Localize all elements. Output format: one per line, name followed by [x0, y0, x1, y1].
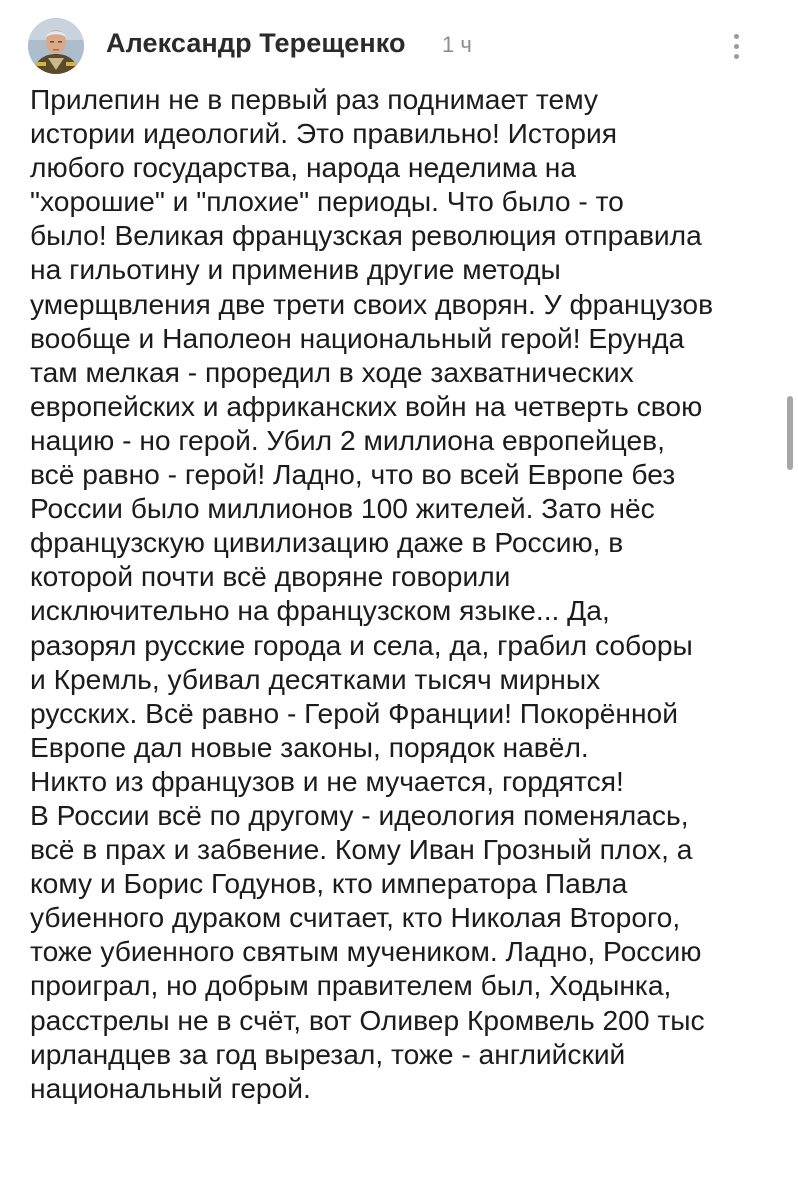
comment-text-line: которой почти всё дворяне говорили — [30, 560, 511, 593]
comment-text-line: исключительно на французском языке... Да, — [30, 594, 610, 627]
comment-text-line: Прилепин не в первый раз поднимает тему — [30, 83, 598, 115]
comment-timestamp: 1 ч — [442, 32, 472, 57]
vertical-ellipsis-icon — [734, 54, 739, 59]
comment-header — [24, 14, 784, 78]
comment-text-line: вообще и Наполеон национальный герой! Ерунда — [30, 321, 685, 354]
comment-text-line: национальный герой. — [30, 1071, 311, 1104]
comment-text-line: тоже убиенного святым мучеником. Ладно, Россию — [30, 935, 702, 968]
comment-text-line: истории идеологий. Это правильно! История — [30, 117, 617, 150]
comment-text-line: расстрелы не в счёт, вот Оливер Кромвель 200 тыс — [30, 1003, 705, 1036]
comment-text-line: ирландцев за год вырезал, тоже - английский — [30, 1037, 626, 1070]
comment-text-line: России было миллионов 100 жителей. Зато нёс — [30, 492, 655, 525]
comment-body — [30, 82, 770, 1105]
comment-text-line: всё в прах и забвение. Кому Иван Грозный плох, а — [30, 833, 693, 866]
comment-text-line: на гильотину и применив другие методы — [30, 253, 561, 286]
avatar[interactable] — [28, 18, 84, 74]
comment-text-line: французскую цивилизацию даже в Россию, в — [30, 526, 624, 559]
more-options-button[interactable] — [720, 24, 754, 68]
comment-text-line: нацию - но герой. Убил 2 миллиона европейцев, — [30, 423, 665, 456]
comment-text-line: любого государства, народа неделима на — [30, 151, 577, 184]
comment-text-line: убиенного дураком считает, кто Николая Второго, — [30, 901, 681, 934]
comment-text-line: и Кремль, убивал десятками тысяч мирных — [30, 662, 601, 695]
comment-text-line: там мелкая - проредил в ходе захватнических — [30, 355, 634, 388]
comment-text-line: В России всё по другому - идеология поменялась, — [30, 798, 689, 831]
author-name[interactable]: Александр Терещенко — [106, 28, 406, 58]
comment-text-line: русских. Всё равно - Герой Франции! Покорённой — [30, 696, 678, 729]
comment-text-line: всё равно - герой! Ладно, что во всей Европе без — [30, 458, 676, 491]
comment-text-line: кому и Борис Годунов, кто императора Павла — [30, 867, 628, 900]
avatar-image — [28, 18, 84, 74]
comment-text-line: разорял русские города и села, да, грабил соборы — [30, 628, 693, 661]
comment-text-line: европейских и африканских войн на четверть свою — [30, 389, 703, 422]
comment-text-line: "хорошие" и "плохие" периоды. Что было - то — [30, 185, 624, 218]
vertical-ellipsis-icon — [734, 44, 739, 49]
comment-text-line: Никто из французов и не мучается, гордятся! — [30, 764, 624, 797]
comment-text-line: было! Великая французская революция отправила — [30, 219, 702, 252]
comment-text-line: Европе дал новые законы, порядок навёл. — [30, 730, 589, 763]
comment-text-line: умерщвления две трети своих дворян. У французов — [30, 287, 714, 320]
scrollbar[interactable] — [787, 396, 793, 470]
vertical-ellipsis-icon — [734, 34, 739, 39]
comment-text-line: проиграл, но добрым правителем был, Ходынка, — [30, 969, 672, 1002]
